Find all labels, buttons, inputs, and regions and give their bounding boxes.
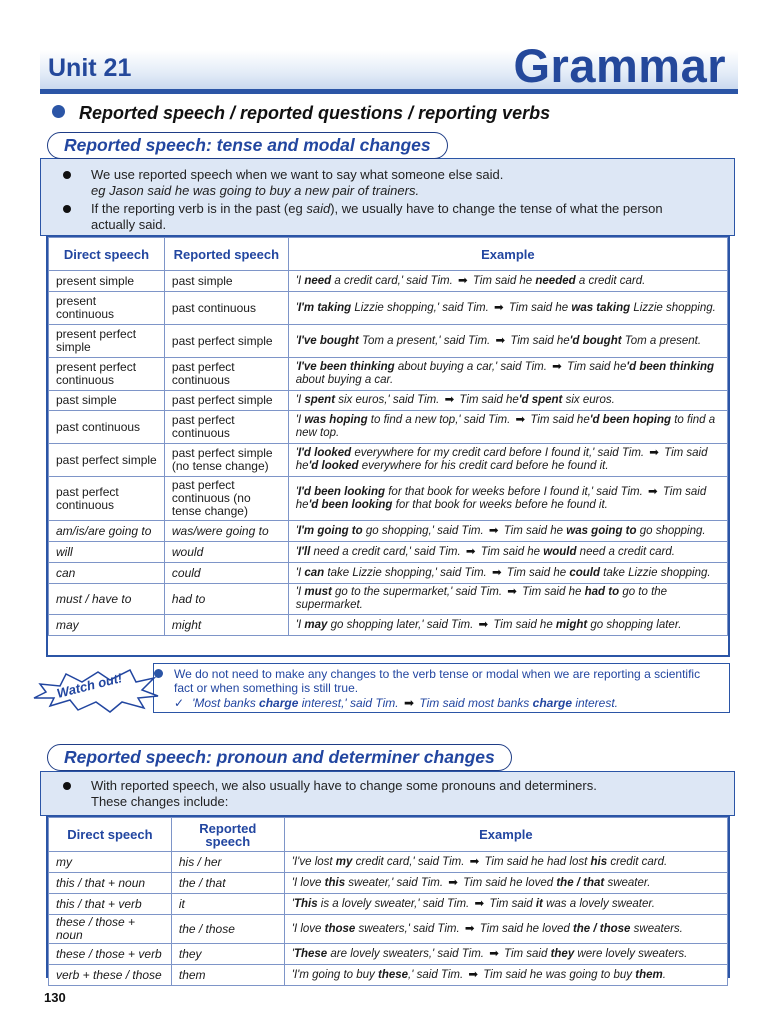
example-text: Tim said he (510, 334, 570, 347)
example-text: 'I'm going to buy (291, 968, 378, 981)
example-bold: they (550, 947, 575, 960)
example-text: ' (295, 447, 298, 459)
example-text: ' (295, 545, 298, 558)
example-bold: I'd looked (297, 447, 352, 459)
example-text: Tim said most banks (419, 696, 533, 710)
example-cell (288, 563, 727, 584)
example-text: about buying a car,' said Tim. (394, 361, 547, 373)
example-text: Tim said he (530, 414, 590, 426)
example-text: interest,' said Tim. (298, 696, 399, 710)
reported-speech-cell: they (171, 944, 284, 965)
check-icon: ✓ (174, 696, 185, 710)
example-text: Tim said he (295, 447, 708, 472)
example-bold: 'd spent (518, 394, 563, 406)
direct-speech-cell: past perfect simple (49, 444, 165, 477)
example-bold: my (335, 855, 353, 868)
tense-changes-table (48, 237, 728, 636)
example-bold: needed (535, 274, 576, 287)
example-cell (288, 271, 727, 292)
example-text: Tom a present. (621, 334, 702, 347)
arrow-right-icon: ➡ (478, 618, 489, 631)
example-bold: 'd been thinking (626, 361, 715, 373)
note-example: eg Jason said he was going to buy a new pair of trainers. (91, 183, 420, 198)
example-cell (284, 852, 727, 873)
example-text: Tim said he (503, 524, 567, 537)
table-row (49, 915, 728, 944)
table-row (49, 444, 728, 477)
reported-speech-cell: the / those (171, 915, 284, 944)
example-bold: was going to (566, 524, 637, 537)
example-bold: was taking (571, 301, 631, 314)
example-text: ' (295, 485, 298, 498)
example-bold: can (304, 566, 325, 579)
example-bold: I'm going to (297, 524, 363, 537)
arrow-right-icon: ➡ (495, 334, 506, 347)
watch-out-badge (26, 664, 166, 714)
bullet-icon (52, 105, 65, 118)
table-row (49, 325, 728, 358)
example-bold: the / those (572, 922, 631, 935)
example-cell (288, 521, 727, 542)
reported-speech-cell: them (171, 965, 284, 986)
reported-speech-cell: past perfect simple (no tense change) (164, 444, 288, 477)
note-text: ), we usually have to change the tense of what the person (330, 201, 663, 216)
example-text: 'Most banks (192, 696, 260, 710)
example-bold: need (304, 274, 332, 287)
direct-speech-cell: these / those + verb (49, 944, 172, 965)
example-bold: I'd been looking (297, 485, 386, 498)
example-cell (284, 944, 727, 965)
reported-speech-cell: past perfect simple (164, 325, 288, 358)
example-text: take Lizzie shopping,' said Tim. (324, 566, 487, 579)
arrow-right-icon: ➡ (474, 897, 485, 910)
watch-out-text: We do not need to make any changes to the verb tense or modal when we are reporting a scientific (174, 667, 701, 681)
reported-speech-cell: past continuous (164, 292, 288, 325)
arrow-right-icon: ➡ (468, 968, 479, 981)
example-text: interest. (572, 696, 619, 710)
example-cell (288, 358, 727, 391)
col-header-example: Example (288, 238, 727, 271)
arrow-right-icon: ➡ (448, 876, 458, 889)
direct-speech-cell: may (49, 615, 165, 636)
watch-out-note (153, 663, 730, 713)
example-text: sweater,' said Tim. (345, 876, 444, 889)
col-header-direct: Direct speech (49, 238, 165, 271)
note-item (41, 201, 734, 233)
example-text: go shopping. (636, 524, 706, 537)
example-text: sweaters. (630, 922, 683, 935)
example-text: 'I (295, 566, 305, 579)
example-text: for that book for weeks before he found it. (392, 498, 608, 511)
example-bold: These (293, 947, 328, 960)
arrow-right-icon: ➡ (403, 696, 415, 710)
example-cell (288, 615, 727, 636)
main-title (52, 103, 550, 124)
direct-speech-cell: present continuous (49, 292, 165, 325)
example-text: go shopping,' said Tim. (362, 524, 484, 537)
direct-speech-cell: can (49, 563, 165, 584)
example-text: credit card. (607, 855, 668, 868)
watch-out-text: fact or when something is still true. (174, 681, 359, 695)
table-row (49, 391, 728, 411)
note-text: These changes include: (91, 794, 229, 809)
example-text: ' (295, 361, 298, 373)
example-text: six euros,' said Tim. (335, 394, 440, 406)
example-bold: this (324, 876, 346, 889)
note-text: actually said. (91, 217, 167, 232)
subject-title: Grammar (513, 39, 726, 92)
example-bold: charge (259, 696, 299, 710)
example-text: Tim said he (508, 301, 572, 314)
direct-speech-cell: verb + these / those (49, 965, 172, 986)
section1-notes (40, 158, 735, 236)
note-text-italic: said (306, 201, 331, 216)
reported-speech-cell: would (164, 542, 288, 563)
reported-speech-cell: had to (164, 584, 288, 615)
arrow-right-icon: ➡ (444, 394, 455, 406)
reported-speech-cell: might (164, 615, 288, 636)
example-text: need a credit card. (576, 545, 675, 558)
example-bold: 'd been looking (308, 498, 393, 511)
example-bold: was hoping (304, 414, 368, 426)
table-row (49, 542, 728, 563)
example-text: 'I love (291, 922, 325, 935)
example-bold: it (535, 897, 543, 910)
example-bold: those (324, 922, 356, 935)
example-text: ' (291, 947, 294, 960)
direct-speech-cell: this / that + verb (49, 894, 172, 915)
example-bold: 'd bought (569, 334, 622, 347)
example-bold: might (555, 618, 588, 631)
example-text: . (662, 968, 666, 981)
example-bold: had to (584, 586, 620, 598)
example-text: ,' said Tim. (408, 968, 464, 981)
table-row (49, 358, 728, 391)
example-text: go shopping later,' said Tim. (327, 618, 474, 631)
example-text: 'I (295, 586, 305, 598)
arrow-right-icon: ➡ (648, 485, 658, 498)
example-text: ' (295, 301, 298, 314)
arrow-right-icon: ➡ (489, 947, 499, 960)
reported-speech-cell: past perfect continuous (164, 358, 288, 391)
example-text: sweaters,' said Tim. (355, 922, 460, 935)
table-row (49, 271, 728, 292)
example-bold: his (590, 855, 608, 868)
page-number: 130 (44, 990, 66, 1005)
example-text: 'I've lost (291, 855, 336, 868)
reported-speech-cell: past perfect continuous (164, 411, 288, 444)
note-text: We use reported speech when we want to say what someone else said. (91, 167, 504, 182)
table-row (49, 292, 728, 325)
reported-speech-cell: it (171, 894, 284, 915)
arrow-right-icon: ➡ (458, 274, 468, 287)
direct-speech-cell: past continuous (49, 411, 165, 444)
example-text: 'I (295, 618, 305, 631)
reported-speech-cell: could (164, 563, 288, 584)
example-text: Lizzie shopping,' said Tim. (351, 301, 489, 314)
example-text: Tim said he loved (479, 922, 573, 935)
arrow-right-icon: ➡ (552, 361, 562, 373)
main-title-text: Reported speech / reported questions / reporting verbs (79, 103, 551, 123)
example-text: need a credit card,' said Tim. (310, 545, 461, 558)
arrow-right-icon: ➡ (494, 301, 504, 314)
example-text: everywhere for his credit card before he found it. (358, 460, 609, 472)
note-item (41, 778, 734, 810)
col-header-reported: Reported speech (171, 818, 284, 852)
reported-speech-cell: the / that (171, 873, 284, 894)
reported-speech-cell: his / her (171, 852, 284, 873)
example-text: Tim said he loved (463, 876, 557, 889)
example-bold: the / that (556, 876, 605, 889)
pronoun-changes-table (48, 817, 728, 986)
example-text: to find a new top,' said Tim. (367, 414, 511, 426)
section1-title: Reported speech: tense and modal changes (47, 132, 448, 159)
example-text: to find a new top. (295, 414, 716, 439)
example-bold: them (635, 968, 663, 981)
example-bold: I've bought (297, 334, 359, 347)
section2-title: Reported speech: pronoun and determiner changes (47, 744, 512, 771)
example-text: for that book for weeks before I found it,' said Tim. (385, 485, 643, 498)
example-text: Tim said he was going to buy (483, 968, 636, 981)
reported-speech-cell: past simple (164, 271, 288, 292)
arrow-right-icon: ➡ (488, 524, 499, 537)
reported-speech-cell: was/were going to (164, 521, 288, 542)
example-text: Tim said he (295, 485, 707, 511)
example-text: a credit card,' said Tim. (331, 274, 453, 287)
example-text: six euros. (562, 394, 615, 406)
example-bold: I'll (297, 545, 311, 558)
direct-speech-cell: present simple (49, 271, 165, 292)
example-text: everywhere for my credit card before I found it,' said Tim. (351, 447, 645, 459)
arrow-right-icon: ➡ (649, 447, 659, 459)
example-text: 'I (295, 394, 305, 406)
example-cell (288, 542, 727, 563)
example-text: a credit card. (575, 274, 646, 287)
example-text: Tim said he (522, 586, 585, 598)
example-text: 'I love (291, 876, 325, 889)
example-bold: I'm taking (297, 301, 352, 314)
table-row (49, 615, 728, 636)
example-cell (284, 894, 727, 915)
reported-speech-cell: past perfect continuous (no tense change) (164, 477, 288, 521)
example-text: credit card,' said Tim. (352, 855, 465, 868)
example-bold: I've been thinking (297, 361, 395, 373)
direct-speech-cell: must / have to (49, 584, 165, 615)
example-cell (288, 292, 727, 325)
example-text: Tim said (489, 897, 536, 910)
arrow-right-icon: ➡ (507, 586, 517, 598)
example-text: Tim said (504, 947, 551, 960)
reported-speech-cell: past perfect simple (164, 391, 288, 411)
section2-notes (40, 771, 735, 816)
example-text: was a lovely sweater. (542, 897, 655, 910)
note-text: With reported speech, we also usually have to change some pronouns and determiners. (91, 778, 597, 793)
direct-speech-cell: will (49, 542, 165, 563)
example-cell (288, 444, 727, 477)
table-row (49, 894, 728, 915)
example-text: Tim said he (472, 274, 536, 287)
example-text: Tim said he had lost (484, 855, 591, 868)
table-row (49, 563, 728, 584)
example-text: Tim said he (480, 545, 544, 558)
table-row (49, 852, 728, 873)
col-header-direct: Direct speech (49, 818, 172, 852)
example-cell (284, 873, 727, 894)
example-cell (288, 411, 727, 444)
example-text: go shopping later. (587, 618, 682, 631)
table-row (49, 965, 728, 986)
direct-speech-cell: this / that + noun (49, 873, 172, 894)
example-text: 'I (295, 414, 305, 426)
table-row (49, 411, 728, 444)
watch-out-example (174, 696, 721, 710)
example-text: is a lovely sweater,' said Tim. (317, 897, 470, 910)
arrow-right-icon: ➡ (464, 922, 475, 935)
example-text: ' (291, 897, 294, 910)
example-text: Tim said he (493, 618, 556, 631)
example-text: Tom a present,' said Tim. (358, 334, 491, 347)
direct-speech-cell: these / those + noun (49, 915, 172, 944)
arrow-right-icon: ➡ (465, 545, 476, 558)
table-row (49, 477, 728, 521)
example-cell (288, 391, 727, 411)
example-bold: 'd looked (308, 460, 359, 472)
watch-out-label: Watch out! (55, 670, 124, 701)
example-text: go to the supermarket,' said Tim. (331, 586, 503, 598)
example-bold: would (543, 545, 577, 558)
direct-speech-cell: present perfect continuous (49, 358, 165, 391)
note-text: If the reporting verb is in the past (eg (91, 201, 307, 216)
example-text: sweater. (604, 876, 651, 889)
example-text: take Lizzie shopping. (599, 566, 711, 579)
example-bold: This (293, 897, 318, 910)
example-cell (288, 477, 727, 521)
table-row (49, 873, 728, 894)
direct-speech-cell: present perfect simple (49, 325, 165, 358)
direct-speech-cell: am/is/are going to (49, 521, 165, 542)
example-text: Tim said he (506, 566, 570, 579)
example-text: ' (295, 334, 298, 347)
example-text: Tim said he (459, 394, 519, 406)
example-cell (288, 325, 727, 358)
example-cell (288, 584, 727, 615)
example-cell (284, 965, 727, 986)
example-bold: charge (532, 696, 572, 710)
direct-speech-cell: past simple (49, 391, 165, 411)
example-text: Lizzie shopping. (630, 301, 716, 314)
direct-speech-cell: past perfect continuous (49, 477, 165, 521)
example-text: ' (295, 524, 298, 537)
example-text: are lovely sweaters,' said Tim. (327, 947, 484, 960)
col-header-reported: Reported speech (164, 238, 288, 271)
example-text: were lovely sweaters. (574, 947, 688, 960)
example-bold: could (569, 566, 600, 579)
page-header (40, 39, 738, 94)
example-text: go to the supermarket. (295, 586, 668, 611)
unit-label: Unit 21 (48, 54, 132, 82)
example-cell (284, 915, 727, 944)
example-bold: 'd been hoping (589, 414, 672, 426)
table-row (49, 521, 728, 542)
arrow-right-icon: ➡ (515, 414, 526, 426)
example-bold: these (377, 968, 409, 981)
direct-speech-cell: my (49, 852, 172, 873)
arrow-right-icon: ➡ (491, 566, 502, 579)
table-row (49, 584, 728, 615)
example-text: 'I (295, 274, 305, 287)
note-item (41, 167, 734, 199)
example-bold: spent (304, 394, 336, 406)
arrow-right-icon: ➡ (469, 855, 480, 868)
example-bold: must (304, 586, 332, 598)
example-text: about buying a car. (295, 374, 394, 386)
table-row (49, 944, 728, 965)
example-text: Tim said he (567, 361, 627, 373)
example-bold: may (304, 618, 328, 631)
col-header-example: Example (284, 818, 727, 852)
